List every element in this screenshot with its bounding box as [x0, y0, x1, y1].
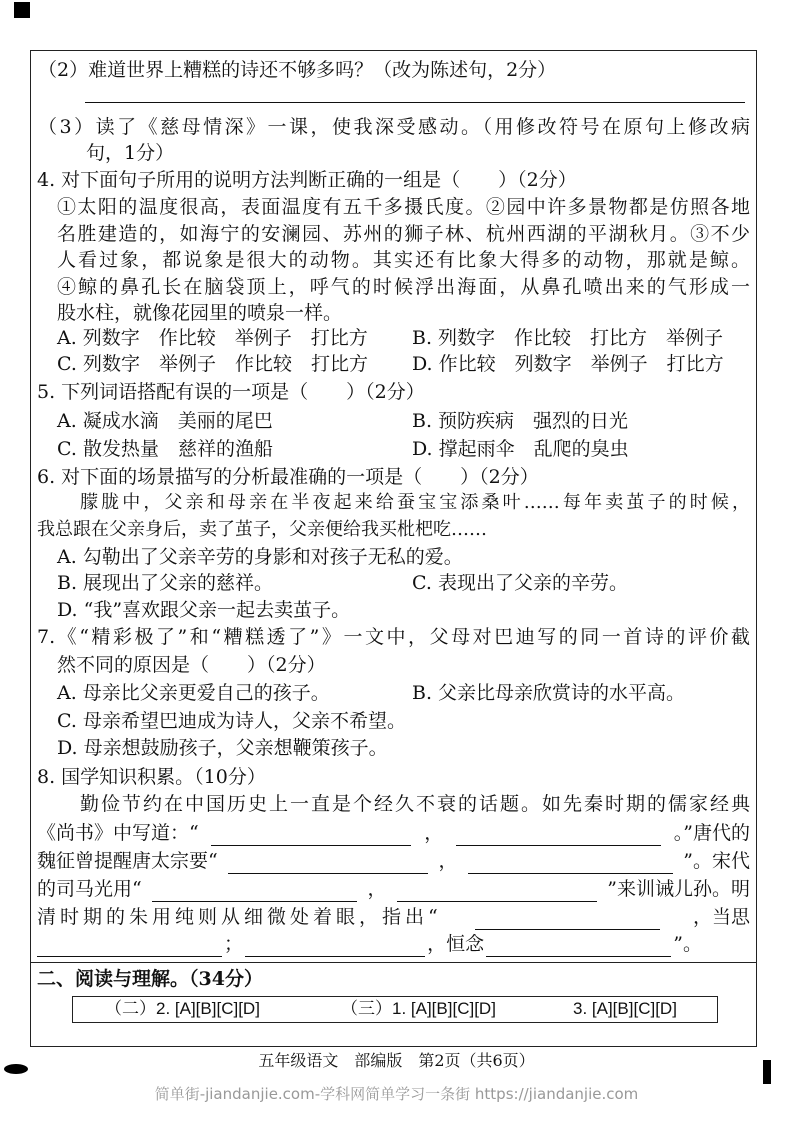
q3-sub2-answer-line[interactable]	[85, 82, 745, 103]
q6-option-b: B. 展现出了父亲的慈祥。	[57, 572, 274, 594]
q4-stem: 4. 对下面句子所用的说明方法判断正确的一组是（ ）（2分）	[37, 169, 577, 191]
q8-text: 魏征曾提醒唐太宗要“	[37, 850, 218, 872]
q8-line	[37, 848, 750, 874]
q3-sub2: （2）难道世界上糟糕的诗还不够多吗？（改为陈述句，2分）	[38, 59, 557, 81]
registration-mark-top-left	[14, 2, 30, 18]
q4-option-b: B. 列数字 作比较 打比方 举例子	[412, 327, 724, 349]
q8-text: 清时期的朱用纯则从细微处着眼，指出“	[37, 906, 442, 928]
q8-blank[interactable]	[152, 881, 357, 902]
q8-text: ，	[438, 850, 458, 872]
q8-line	[37, 820, 750, 846]
q7-stem-line2: 然不同的原因是（ ）（2分）	[57, 654, 326, 676]
q8-line	[37, 876, 750, 902]
answer-choice-group[interactable]: （二）2. [A][B][C][D]	[105, 999, 260, 1018]
q4-passage-line: 名胜建造的，如海宁的安澜园、苏州的狮子林、杭州西湖的平湖秋月。③不少	[57, 223, 750, 245]
page-footer: 五年级语文 部编版 第2页（共6页）	[258, 1051, 535, 1070]
q8-stem: 8. 国学知识积累。（10分）	[37, 766, 266, 788]
q8-blank[interactable]	[456, 825, 661, 846]
q4-option-d: D. 作比较 列数字 举例子 打比方	[412, 353, 724, 375]
q8-blank[interactable]	[228, 853, 428, 874]
q5-option-b: B. 预防疾病 强烈的日光	[412, 410, 629, 432]
q4-option-a: A. 列数字 作比较 举例子 打比方	[57, 327, 368, 349]
q8-blank[interactable]	[397, 881, 597, 902]
q8-blank[interactable]	[475, 909, 660, 930]
section2-title: 二、阅读与理解。（34分）	[37, 968, 263, 990]
q8-text: ”来训诫儿孙。明	[607, 878, 750, 900]
q5-option-c: C. 散发热量 慈祥的渔船	[57, 438, 273, 460]
watermark: 简单街-jiandanjie.com-学科网简单学习一条街 https://jiandanjie.com	[154, 1085, 639, 1103]
q8-text: ，当思	[692, 906, 750, 928]
q4-passage-line: 人看过象，都说象是很大的动物。其实还有比象大得多的动物，那就是鲸。	[57, 249, 750, 271]
answer-choice-group[interactable]: （三）1. [A][B][C][D]	[341, 999, 496, 1018]
answer-card-box	[72, 996, 718, 1023]
q8-text: ，	[367, 878, 387, 900]
q6-passage-line: 我总跟在父亲身后，卖了茧子，父亲便给我买枇杷吃……	[37, 519, 487, 540]
section-divider	[30, 962, 757, 963]
q4-passage-line: ④鲸的鼻孔长在脑袋顶上，呼气的时候浮出海面，从鼻孔喷出来的气形成一	[57, 276, 750, 298]
q8-blank[interactable]	[486, 936, 671, 957]
q7-option-b: B. 父亲比母亲欣赏诗的水平高。	[412, 682, 686, 704]
q5-option-a: A. 凝成水滴 美丽的尾巴	[57, 410, 273, 432]
q5-stem: 5. 下列词语搭配有误的一项是（ ）（2分）	[37, 381, 425, 403]
q8-text: 。”唐代的	[673, 822, 750, 844]
q8-text: ”。	[673, 933, 702, 955]
q8-text: 《尚书》中写道：“	[37, 822, 199, 844]
q6-option-a: A. 勾勒出了父亲辛劳的身影和对孩子无私的爱。	[57, 546, 463, 568]
q8-text: ”。宋代	[683, 850, 750, 872]
q6-passage-line: 朦胧中，父亲和母亲在半夜起来给蚕宝宝添桑叶……每年卖茧子的时候，	[80, 492, 750, 513]
q8-blank[interactable]	[245, 936, 425, 957]
q7-option-a: A. 母亲比父亲更爱自己的孩子。	[57, 682, 330, 704]
q8-text: 的司马光用“	[37, 878, 142, 900]
q8-blank[interactable]	[37, 936, 222, 957]
q8-text: ，	[424, 822, 444, 844]
q4-passage-line: 股水柱，就像花园里的喷泉一样。	[57, 302, 343, 324]
q3-sub3-line2: 句，1分）	[86, 142, 175, 164]
q8-line	[37, 931, 702, 957]
q8-blank[interactable]	[211, 825, 411, 846]
q3-sub3-line1: （3）读了《慈母情深》一课，使我深受感动。（用修改符号在原句上修改病	[38, 116, 750, 138]
q8-line	[37, 904, 750, 930]
q8-text: ，恒念	[427, 933, 485, 955]
q4-option-c: C. 列数字 举例子 作比较 打比方	[57, 353, 368, 375]
q4-passage-line: ①太阳的温度很高，表面温度有五千多摄氏度。②园中许多景物都是仿照各地	[57, 196, 750, 218]
q8-blank[interactable]	[468, 853, 673, 874]
answer-choice-group[interactable]: 3. [A][B][C][D]	[573, 999, 677, 1018]
q6-stem: 6. 对下面的场景描写的分析最准确的一项是（ ）（2分）	[37, 466, 539, 488]
q7-option-d: D. 母亲想鼓励孩子，父亲想鞭策孩子。	[57, 737, 388, 759]
q8-line: 勤俭节约在中国历史上一直是个经久不衰的话题。如先秦时期的儒家经典	[80, 793, 750, 815]
q6-option-d: D. “我”喜欢跟父亲一起去卖茧子。	[57, 599, 351, 621]
q7-stem-line1: 7.《“精彩极了”和“糟糕透了”》一文中，父母对巴迪写的同一首诗的评价截	[37, 626, 750, 648]
q8-text: ；	[224, 933, 244, 955]
q5-option-d: D. 撑起雨伞 乱爬的臭虫	[412, 438, 629, 460]
q7-option-c: C. 母亲希望巴迪成为诗人，父亲不希望。	[57, 710, 406, 732]
q6-option-c: C. 表现出了父亲的辛劳。	[412, 572, 628, 594]
